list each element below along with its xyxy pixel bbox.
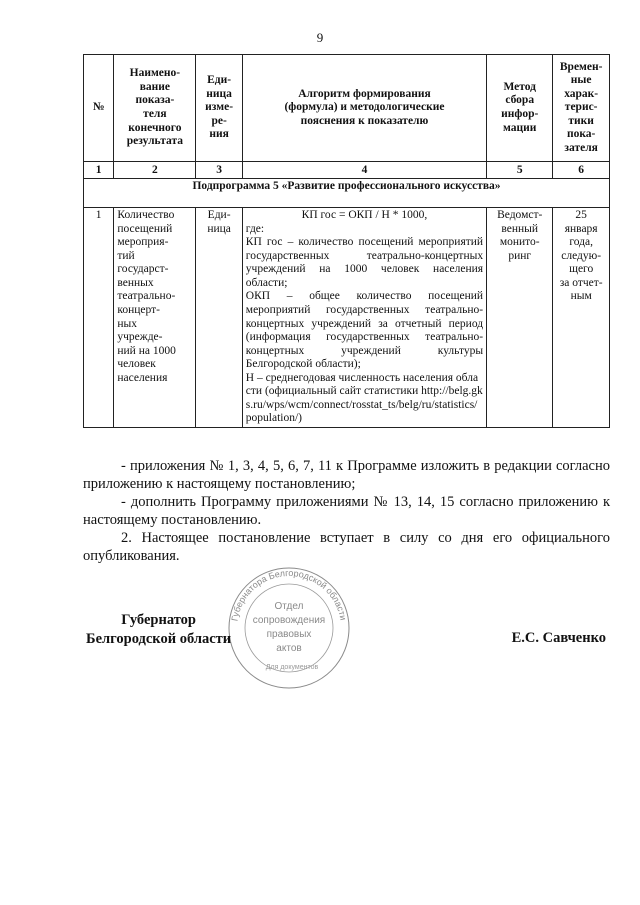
table-row: [84, 208, 610, 428]
col-num-1: 1: [84, 162, 114, 179]
row-algorithm: [242, 208, 486, 428]
header-method: Метод сбора инфор- мации: [487, 55, 553, 162]
stamp-line-4: актов: [276, 643, 302, 654]
formula-text: КП гос = ОКП / Н * 1000,: [301, 209, 428, 221]
stamp-line-1: Отдел: [274, 601, 304, 612]
column-number-row: [84, 162, 610, 179]
header-algorithm: Алгоритм формирования (формула) и методологические пояснения к показателю: [242, 55, 486, 162]
header-unit: Еди- ница изме- ре- ния: [196, 55, 242, 162]
paragraph-appendices: - приложения № 1, 3, 4, 5, 6, 7, 11 к Программе изложить в редакции согласно приложению к настоящему постановлению;: [83, 458, 610, 492]
col-num-4: 4: [242, 162, 486, 179]
official-stamp: [226, 565, 352, 691]
row-name: Количество посещений мероприя- тий государст- венных театрально- концерт- ных учрежде- ний на 1000 человек населения: [114, 208, 196, 428]
indicator-table: [83, 54, 610, 428]
table-header-row: [84, 55, 610, 162]
header-name: Наимено- вание показа- теля конечного результата: [114, 55, 196, 162]
signature-title: [86, 611, 231, 649]
row-num: 1: [84, 208, 114, 428]
header-num: №: [84, 55, 114, 162]
row-timing: 25 января года, следую- щего за отчет- ным: [553, 208, 610, 428]
signature-title-line2: Белгородской области: [86, 631, 232, 647]
col-num-6: 6: [553, 162, 610, 179]
subprogram-title: Подпрограмма 5 «Развитие профессионального искусства»: [84, 179, 610, 208]
row-method: Ведомст- венный монито- ринг: [487, 208, 553, 428]
stamp-ring-text: Губернатора Белгородской области: [229, 567, 349, 622]
col-num-3: 3: [196, 162, 242, 179]
where-text: где:: [245, 222, 265, 235]
stamp-line-2: сопровождения: [252, 615, 326, 626]
signature-name: Е.С. Савченко: [511, 630, 606, 646]
body-paragraphs: [83, 457, 610, 565]
header-timing: Времен- ные харак- терис- тики пока- зателя: [553, 55, 610, 162]
stamp-line-3: правовых: [266, 629, 312, 640]
desc-n: Н – среднегодовая численность населения области (официальный сайт статистики http://belg.gks.ru/wps/wcm/connect/rosstat_ts/belg/ru/statistics/population/): [245, 371, 483, 425]
subprogram-row: [84, 179, 610, 208]
paragraph-supplement: - дополнить Программу приложениями № 13, 14, 15 согласно приложению к настоящему постановлению.: [83, 494, 610, 528]
stamp-bottom-text: Для документов: [265, 664, 319, 671]
col-num-5: 5: [487, 162, 553, 179]
desc-okp: ОКП – общее количество посещений мероприятий государственных театрально-концертных учреждений за отчетный период (информация государственных театрально-концертных учреждений культуры Белгородской области);: [245, 290, 484, 371]
signature-title-line1: Губернатор: [121, 612, 196, 628]
row-unit: Еди- ница: [196, 208, 242, 428]
page-number: 9: [316, 30, 324, 45]
col-num-2: 2: [114, 162, 196, 179]
desc-kp: КП гос – количество посещений мероприятий государственных театрально-концертных учреждений на 1000 человек населения области;: [245, 236, 484, 289]
paragraph-effective: 2. Настоящее постановление вступает в силу со дня его официального опубликования.: [83, 530, 610, 564]
